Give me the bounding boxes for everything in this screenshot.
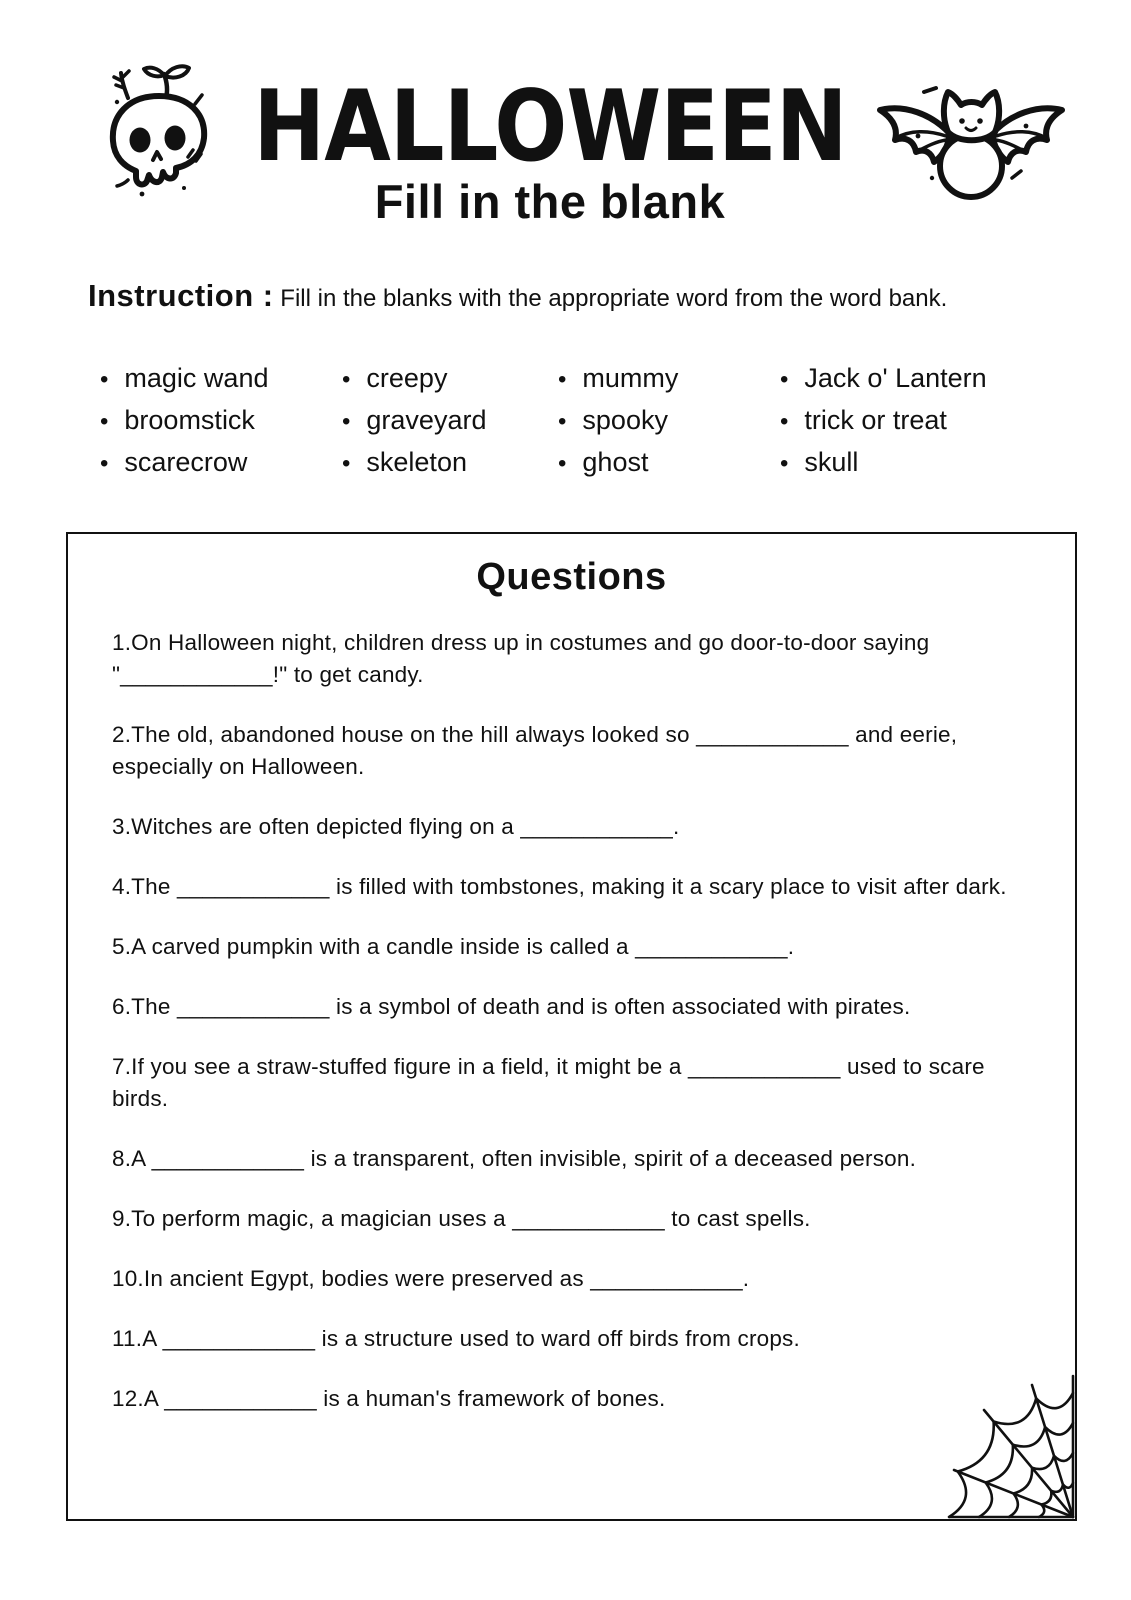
word-bank-item [100, 442, 342, 484]
bullet-icon: • [342, 408, 351, 435]
bullet-icon: • [100, 450, 109, 477]
question-1: 1.On Halloween night, children dress up in costumes and go door-to-door saying "____________!" to get candy. [112, 630, 930, 687]
word-bank-column-3 [558, 358, 780, 484]
bullet-icon: • [100, 366, 109, 393]
question-7: 7.If you see a straw-stuffed figure in a field, it might be a ____________ used to scare birds. [112, 1054, 985, 1111]
word-bank-item [780, 442, 987, 484]
bullet-icon: • [780, 408, 789, 435]
header [0, 0, 1131, 270]
word-bank-item [100, 400, 342, 442]
word-bank-label: skeleton [366, 447, 467, 477]
word-bank-item [558, 400, 780, 442]
word-bank-label: spooky [582, 405, 668, 435]
question-10: 10.In ancient Egypt, bodies were preserved as ____________. [112, 1266, 750, 1291]
word-bank-column-2 [342, 358, 558, 484]
bullet-icon: • [342, 450, 351, 477]
word-bank-column-1 [100, 358, 342, 484]
bat-icon [866, 74, 1076, 209]
word-bank-label: Jack o' Lantern [804, 363, 987, 393]
questions-box [66, 532, 1077, 1521]
instruction-line [88, 276, 1088, 319]
word-bank-item [780, 358, 987, 400]
word-bank-label: graveyard [366, 405, 487, 435]
question-8: 8.A ____________ is a transparent, often invisible, spirit of a deceased person. [112, 1146, 917, 1171]
question-9: 9.To perform magic, a magician uses a ____________ to cast spells. [112, 1206, 811, 1231]
word-bank-item [558, 358, 780, 400]
word-bank [100, 358, 987, 484]
word-bank-label: skull [804, 447, 859, 477]
word-bank-column-4 [780, 358, 987, 484]
word-bank-item [100, 358, 342, 400]
word-bank-item [558, 442, 780, 484]
bullet-icon: • [780, 366, 789, 393]
question-6: 6.The ____________ is a symbol of death and is often associated with pirates. [112, 994, 911, 1019]
word-bank-label: scarecrow [124, 447, 248, 477]
question-2: 2.The old, abandoned house on the hill always looked so ____________ and eerie, especially on Halloween. [112, 722, 958, 779]
word-bank-item [342, 400, 558, 442]
word-bank-label: mummy [582, 363, 679, 393]
question-12: 12.A ____________ is a human's framework of bones. [112, 1386, 666, 1411]
bullet-icon: • [558, 408, 567, 435]
instruction-text: Fill in the blanks with the appropriate word from the word bank. [280, 285, 948, 312]
bullet-icon: • [100, 408, 109, 435]
bullet-icon: • [342, 366, 351, 393]
word-bank-label: trick or treat [804, 405, 947, 435]
word-bank-item [342, 442, 558, 484]
question-3: 3.Witches are often depicted flying on a ____________. [112, 814, 680, 839]
instruction-label: Instruction : [88, 278, 274, 313]
word-bank-label: broomstick [124, 405, 255, 435]
bullet-icon: • [780, 450, 789, 477]
page-title: HALLOWEEN [253, 70, 847, 185]
questions-heading: Questions [476, 556, 667, 598]
bullet-icon: • [558, 450, 567, 477]
word-bank-label: creepy [366, 363, 448, 393]
question-5: 5.A carved pumpkin with a candle inside is called a ____________. [112, 934, 795, 959]
page-subtitle: Fill in the blank [374, 175, 726, 228]
question-4: 4.The ____________ is filled with tombstones, making it a scary place to visit after dark. [112, 874, 1007, 899]
word-bank-label: magic wand [124, 363, 269, 393]
word-bank-item [342, 358, 558, 400]
word-bank-item [780, 400, 987, 442]
bullet-icon: • [558, 366, 567, 393]
question-11: 11.A ____________ is a structure used to ward off birds from crops. [112, 1326, 800, 1351]
word-bank-label: ghost [582, 447, 649, 477]
